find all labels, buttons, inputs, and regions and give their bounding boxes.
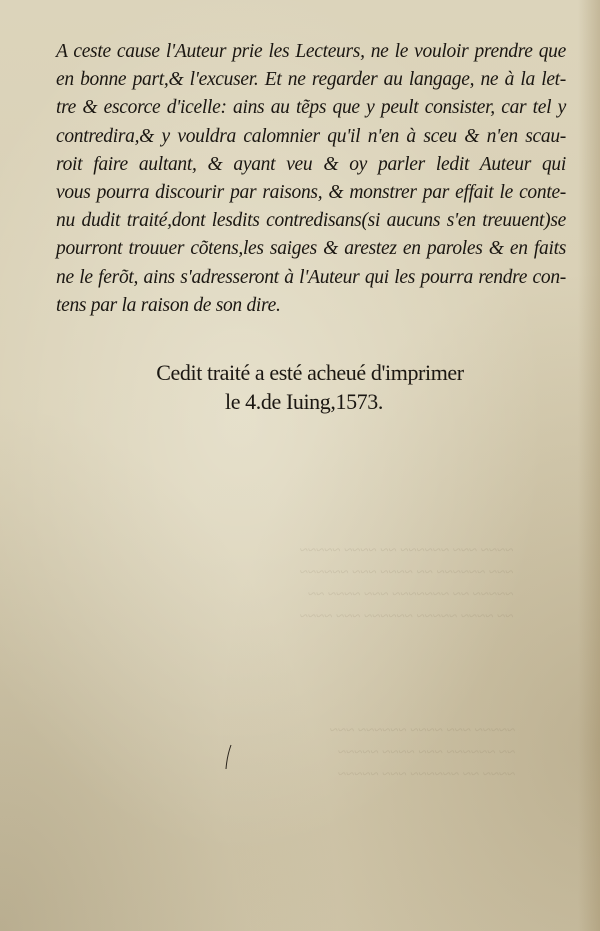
body-line: tens par la raison de son dire. <box>56 294 281 316</box>
body-line: en bonne part,& l'excuser. Et ne regarder au langage, ne à la let- <box>56 69 566 91</box>
body-line: vous pourra discourir par raisons, & monstrer par effait le conte- <box>56 181 566 203</box>
page-edge-shadow <box>578 0 600 931</box>
show-through-texture-upper: ~~~~ ~~~ ~~~~~~ ~~ ~~~~ ~~~~~ ~~~ ~~~~~~ ~~ ~~~~ ~~~ ~~~~~~ ~~~~~ ~~ ~~~~~~~ ~~~ ~~~~ ~~ ~~ ~~~~ ~~~~~ ~~~~~~ ~~~ ~~~~ <box>300 543 514 625</box>
body-line: nu dudit traité,dont lesdits contredisans(si aucuns s'en treuuent)se <box>56 210 566 232</box>
body-line: contredira,& y vouldra calomnier qu'il n'en à sceu & n'en scau- <box>56 125 566 147</box>
body-line: roit faire aultant, & ayant veu & oy parler ledit Auteur qui <box>56 153 566 175</box>
body-line: ne le ferõt, ains s'adresseront à l'Auteur qui les pourra rendre con- <box>56 266 566 288</box>
colophon-date-line: le 4.de Iuing,1573. <box>225 389 383 414</box>
body-line: A ceste cause l'Auteur prie les Lecteurs, ne le vouloir prendre que <box>56 41 566 62</box>
body-line: pourront trouuer cõtens,les saiges & arestez en paroles & en faits <box>56 238 566 260</box>
ink-stroke-mark <box>224 744 234 770</box>
colophon-line: Cedit traité a esté acheué d'imprimer <box>156 360 464 385</box>
body-paragraph <box>56 38 566 320</box>
body-line: tre & escorce d'icelle: ains au tẽps que y peult consister, car tel y <box>56 97 566 119</box>
colophon <box>0 358 600 416</box>
show-through-texture-lower: ~~~~~ ~~~ ~~~~ ~~~~~~ ~~~ ~~ ~~~~~~ ~~~ ~~~~ ~~~~~ ~~~~ ~~ ~~~~~~ ~~~ ~~~~~ <box>330 723 516 783</box>
